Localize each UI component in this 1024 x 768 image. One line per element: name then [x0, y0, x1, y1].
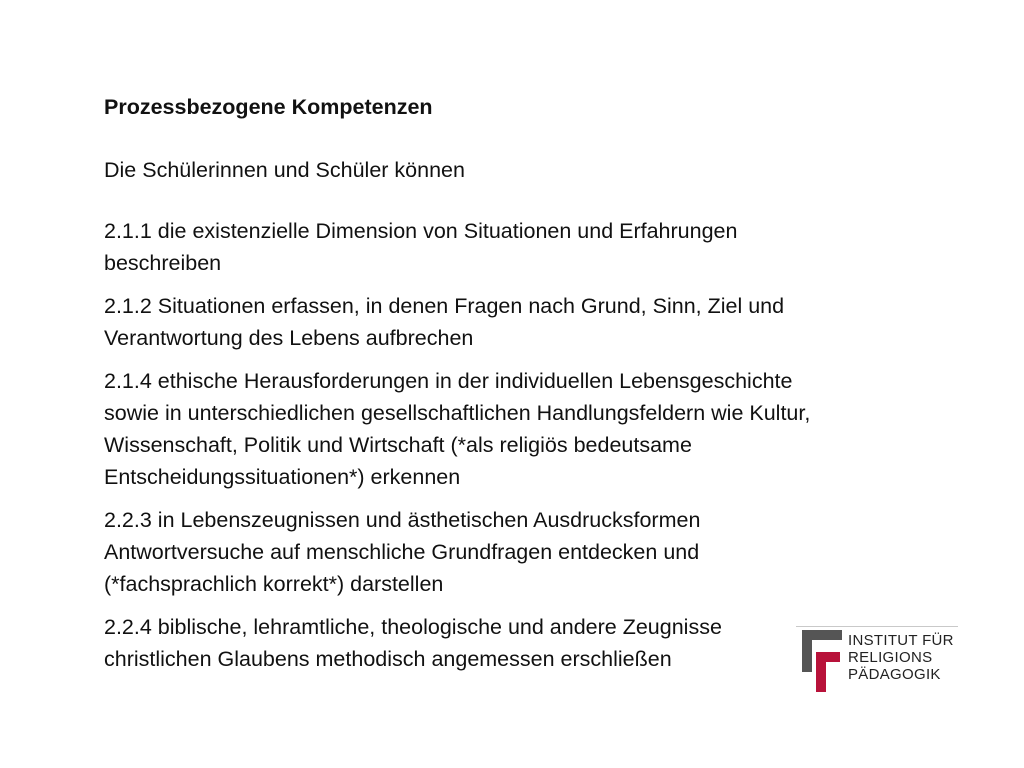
competence-line: Wissenschaft, Politik und Wirtschaft (*als religiös bedeutsame [104, 433, 692, 457]
competence-line: Entscheidungssituationen*) erkennen [104, 465, 461, 489]
competence-line: christlichen Glaubens methodisch angemessen erschließen [104, 647, 672, 671]
slide-content [104, 93, 964, 686]
competence-item-2-2-3 [104, 504, 964, 600]
competence-item-2-1-4 [104, 365, 964, 493]
competence-line: 2.2.4 biblische, lehramtliche, theologische und andere Zeugnisse [104, 615, 722, 639]
competence-line: 2.1.2 Situationen erfassen, in denen Fragen nach Grund, Sinn, Ziel und [104, 294, 785, 318]
slide-heading: Prozessbezogene Kompetenzen [104, 95, 433, 119]
logo-divider [796, 626, 958, 627]
logo-text [848, 632, 954, 683]
logo-line-1: INSTITUT FÜR [848, 632, 954, 649]
competence-line: 2.1.1 die existenzielle Dimension von Situationen und Erfahrungen [104, 219, 738, 243]
competence-line: (*fachsprachlich korrekt*) darstellen [104, 572, 444, 596]
slide-intro: Die Schülerinnen und Schüler können [104, 158, 465, 182]
institute-logo [796, 622, 958, 694]
competence-item-2-1-2 [104, 290, 964, 354]
competence-line: sowie in unterschiedlichen gesellschaftlichen Handlungsfeldern wie Kultur, [104, 401, 811, 425]
competence-line: 2.2.3 in Lebenszeugnissen und ästhetischen Ausdrucksformen [104, 508, 701, 532]
logo-mark-icon [802, 630, 842, 692]
competence-line: Verantwortung des Lebens aufbrechen [104, 326, 474, 350]
competence-line: beschreiben [104, 251, 222, 275]
competence-line: 2.1.4 ethische Herausforderungen in der individuellen Lebensgeschichte [104, 369, 793, 393]
logo-line-2: RELIGIONS [848, 649, 933, 666]
competence-line: Antwortversuche auf menschliche Grundfragen entdecken und [104, 540, 700, 564]
logo-line-3: PÄDAGOGIK [848, 666, 941, 683]
competence-item-2-1-1 [104, 215, 964, 279]
